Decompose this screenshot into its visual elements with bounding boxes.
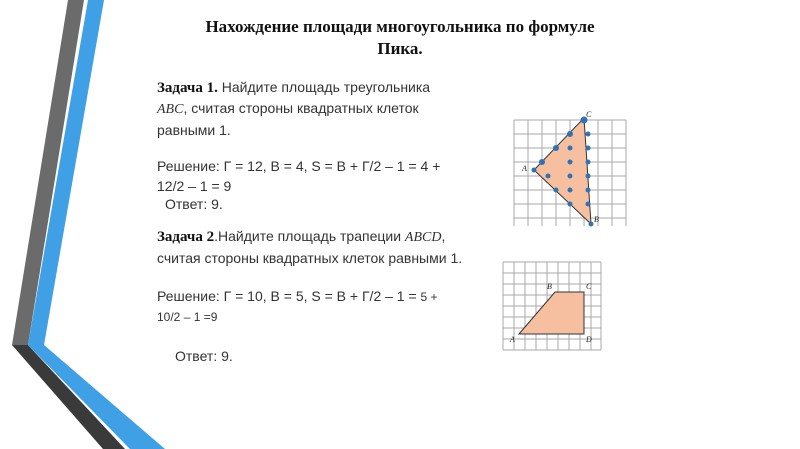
triangle-label-a: A (522, 164, 527, 173)
task1-solution (157, 156, 497, 196)
task1-solution-line-2: 12/2 – 1 = 9 (157, 178, 232, 194)
trapezoid-label-a: A (510, 335, 515, 344)
trapezoid-label-b: B (547, 282, 552, 291)
task1-text-1: Найдите площадь треугольника (217, 79, 431, 95)
task1-solution-line-1: Решение: Г = 12, В = 4, S = В + Г/2 – 1 = 4 + (157, 158, 441, 174)
task2-answer: Ответ: 9. (175, 348, 233, 364)
task2-text-1: .Найдите площадь трапеции (214, 228, 405, 244)
task2-abcd: ABCD (404, 230, 442, 245)
task2-text-2: считая стороны квадратных клеток равными 1. (157, 250, 463, 266)
triangle-figure (512, 108, 632, 230)
task1-text-3: равными 1. (157, 122, 231, 138)
task2-statement (157, 226, 502, 268)
task1-answer: Ответ: 9. (165, 196, 223, 212)
triangle-label-c: C (586, 110, 592, 119)
task2-solution-small: 5 + (420, 290, 438, 304)
task1-text-2: , считая стороны квадратных клеток (183, 100, 419, 116)
task2-solution (157, 286, 497, 327)
title-line-1: Нахождение площади многоугольника по формуле (205, 17, 595, 36)
task2-label: Задача 2 (157, 229, 215, 245)
trapezoid-label-c: C (586, 282, 592, 291)
trapezoid-figure (502, 261, 604, 353)
trapezoid-label-d: D (586, 335, 592, 344)
task2-solution-main: Решение: Г = 10, В = 5, S = В + Г/2 – 1 = (157, 288, 421, 304)
triangle-label-b: B (594, 215, 599, 224)
trapezoid-abcd (519, 292, 584, 334)
task2-solution-line-2: 10/2 – 1 =9 (157, 310, 218, 324)
dark-band-bottom (12, 345, 125, 449)
task2-text-1-end: , (441, 228, 446, 244)
task1-abc: ABC (157, 102, 184, 117)
task2-solution-line-1 (157, 286, 497, 307)
task1-statement (157, 77, 497, 140)
title-line-2: Пика. (377, 39, 423, 58)
task1-label: Задача 1. (157, 80, 218, 96)
slide-title (150, 16, 650, 60)
